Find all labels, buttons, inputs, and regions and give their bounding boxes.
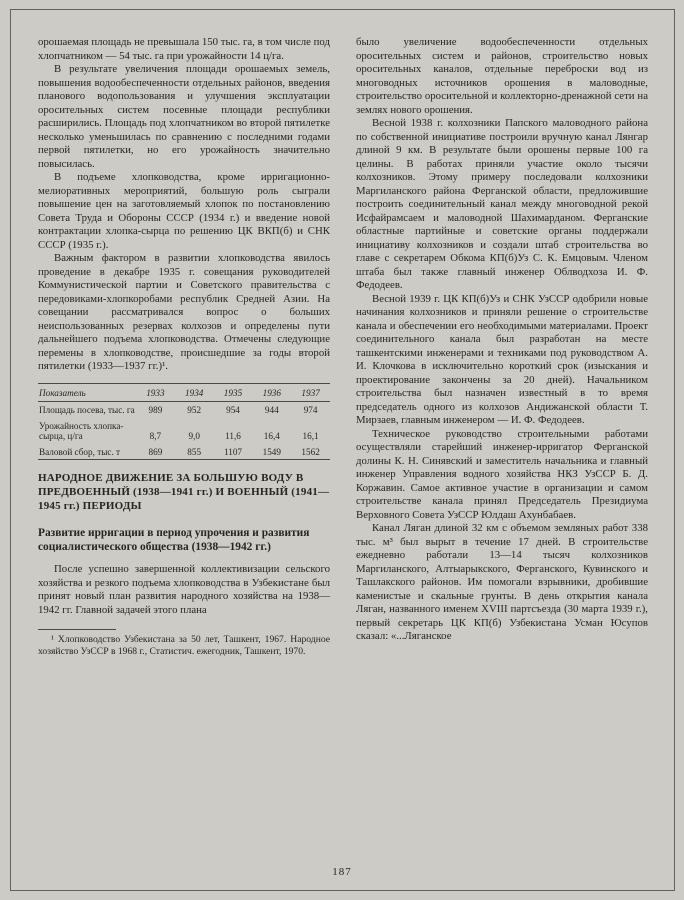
table-header-cell: Показатель — [38, 383, 136, 402]
subsection-heading: Развитие ирригации в период упрочения и развития социалистического общества (1938—1942 гг.) — [38, 526, 310, 553]
cotton-statistics-table — [38, 383, 330, 461]
table-header — [38, 383, 330, 402]
table-row-label: Валовой сбор, тыс. т — [39, 446, 121, 457]
page-content — [38, 36, 648, 658]
paragraph: После успешно завершенной коллективизации сельского хозяйства и резкого подъема хлопководства в Узбекистане был принят новый план развития народного хозяйства на 1938—1942 гг. Главной задачей этого плана — [38, 563, 330, 616]
table-header-cell: 1936 — [252, 383, 291, 402]
table-cell: 952 — [187, 405, 202, 416]
paragraph: Техническое руководство строительными работами осуществляли старейший инженер-ирригатор Ферганской долины К. Н. Синявский и заместитель начальника и главный инженер Управления водного хозяйства НКЗ УзССР Б. Д. Коржавин. Самое активное участие в организации и самом строительстве канала принял Председатель Президиума Верховного Совета УзССР Юлдаш Ахунбабаев. — [356, 427, 648, 521]
table-cell: 954 — [226, 405, 240, 416]
table-header-cell: 1937 — [291, 383, 330, 402]
right-column — [356, 36, 648, 658]
table-cell: 855 — [187, 446, 202, 457]
left-column — [38, 36, 330, 658]
table-cell: 16,4 — [263, 431, 280, 442]
table-cell: 1107 — [223, 446, 243, 457]
paragraph: В результате увеличения площади орошаемых земель, повышения водообеспеченности отдельных районов, введения планового водопользования и улучшения эксплуатации оросительных систем посевные площади республики расширились. Площадь под хлопчатником во второй пятилетке несколько уменьшилась по сравнению с последними годами первой пятилетки, но его урожайность значительно повысилась. — [38, 63, 330, 170]
table-cell: 11,6 — [225, 431, 241, 442]
paragraph: Весной 1938 г. колхозники Папского маловодного района по собственной инициативе построили вручную канал Лянгар длиной 9 км. В результате были орошены первые 100 га целины. В работах приняли участие около тысячи колхозников. Этому примеру последовали колхозники Маргиланского района Ферганской области, предложившие построить соединительный канал между многоводной рекой Исфайрамсаем и маловодной Шахимарданом. Ферганские областные партийные и советские органы поддержали инициативу колхозников и создали штаб строительства во главе с секретарем Обкома КП(б)Уз С. К. Емцовым. Членом штаба был также главный инженер Облводхоза И. Ф. Федодеев. — [356, 117, 648, 291]
footnote-divider — [38, 629, 116, 630]
table-row-label: Площадь посева, тыс. га — [39, 405, 135, 416]
table-body — [38, 402, 330, 460]
table-row-label: Урожайность хлопка-сырца, ц/га — [39, 420, 124, 442]
table-cell: 9,0 — [188, 431, 200, 442]
table-cell: 8,7 — [149, 431, 162, 442]
table-cell: 16,1 — [302, 431, 319, 442]
table-header-row — [38, 383, 330, 402]
table-row — [38, 444, 330, 460]
paragraph: было увеличение водообеспеченности отдельных оросительных систем и районов, строительство новых оросительных каналов, отдельные переброски вод из многоводных источников орошения в маловодные, строительство оросительной и коллекторно-дренажной сети на землях нового орошения. — [356, 36, 648, 116]
table-row — [38, 418, 330, 444]
section-heading: НАРОДНОЕ ДВИЖЕНИЕ ЗА БОЛЬШУЮ ВОДУ В ПРЕДВОЕННЫЙ (1938—1941 гг.) И ВОЕННЫЙ (1941—1945 гг.) ПЕРИОДЫ — [38, 472, 330, 513]
table-cell: 1562 — [301, 446, 320, 457]
footnote-text: ¹ Хлопководство Узбекистана за 50 лет, Ташкент, 1967. Народное хозяйство УзССР в 1968 г., Статистич. ежегодник, Ташкент, 1970. — [38, 634, 330, 658]
table-cell: 989 — [148, 405, 163, 416]
table-cell: 974 — [303, 405, 318, 416]
table-cell: 869 — [148, 446, 163, 457]
paragraph: орошаемая площадь не превышала 150 тыс. га, в том числе под хлопчатником — 54 тыс. га при урожайности 14 ц/га. — [38, 36, 330, 62]
table-header-cell: 1933 — [136, 383, 175, 402]
footnote-block — [38, 629, 330, 658]
table-header-cell: 1935 — [214, 383, 253, 402]
paragraph: В подъеме хлопководства, кроме ирригационно-мелиоративных мероприятий, большую роль сыграли повышение цен на заготовляемый хлопок по постановлению Совета Труда и Обороны СССР (1934 г.) и введение новой контрактации хлопка-сырца по решению ЦК ВКП(б) и СНК СССР (1935 г.). — [38, 171, 330, 251]
paragraph: Весной 1939 г. ЦК КП(б)Уз и СНК УзССР одобрили новые начинания колхозников и приняли решение о строительстве канала и обеспечении его необходимыми материалами. Проект соединительного канала был разработан на месте ташкентскими инженерами и техниками под руководством А. И. Клочкова в исключительно короткий срок (изыскания и проектирование закончены за 20 дней). Начальником строительства был назначен известный в то время председатель одного из колхозов Андижанской области Т. Мирзаев, главным инженером — И. Ф. Федодеев. — [356, 292, 648, 426]
table-cell: 1549 — [262, 446, 281, 457]
two-column-layout — [38, 36, 648, 658]
table-cell: 944 — [264, 405, 279, 416]
paragraph: Канал Ляган длиной 32 км с объемом земляных работ 338 тыс. м³ был вырыт в течение 17 дней. В строительстве ежедневно работали 13—14 тысяч колхозников Маргиланского, Алтыарыкского, Ферганского, Кувинского и Ташлакского районов. Им помогали взрывники, дробившие каменистые и скальные грунты. В день открытия канала Ляган, названного именем XVIII партсъезда (30 марта 1939 г.), первый секретарь ЦК КП(б) Узбекистана Усман Юсупов сказал: «...Ляганское — [356, 522, 648, 642]
table-header-cell: 1934 — [175, 383, 214, 402]
paragraph: Важным фактором в развитии хлопководства явилось проведение в декабре 1935 г. совещания руководителей Коммунистической партии и Советского правительства с передовиками-хлопкоробами республик Средней Азии. На совещании рассматривался вопрос о больших неиспользованных резервах колхозов и определены пути дальнейшего подъема хлопководства. Отмечены следующие перемены в хлопководстве, происшедшие за годы второй пятилетки (1933—1937 гг.)¹. — [38, 252, 330, 372]
table-row — [38, 402, 330, 418]
page-number: 187 — [332, 866, 352, 878]
